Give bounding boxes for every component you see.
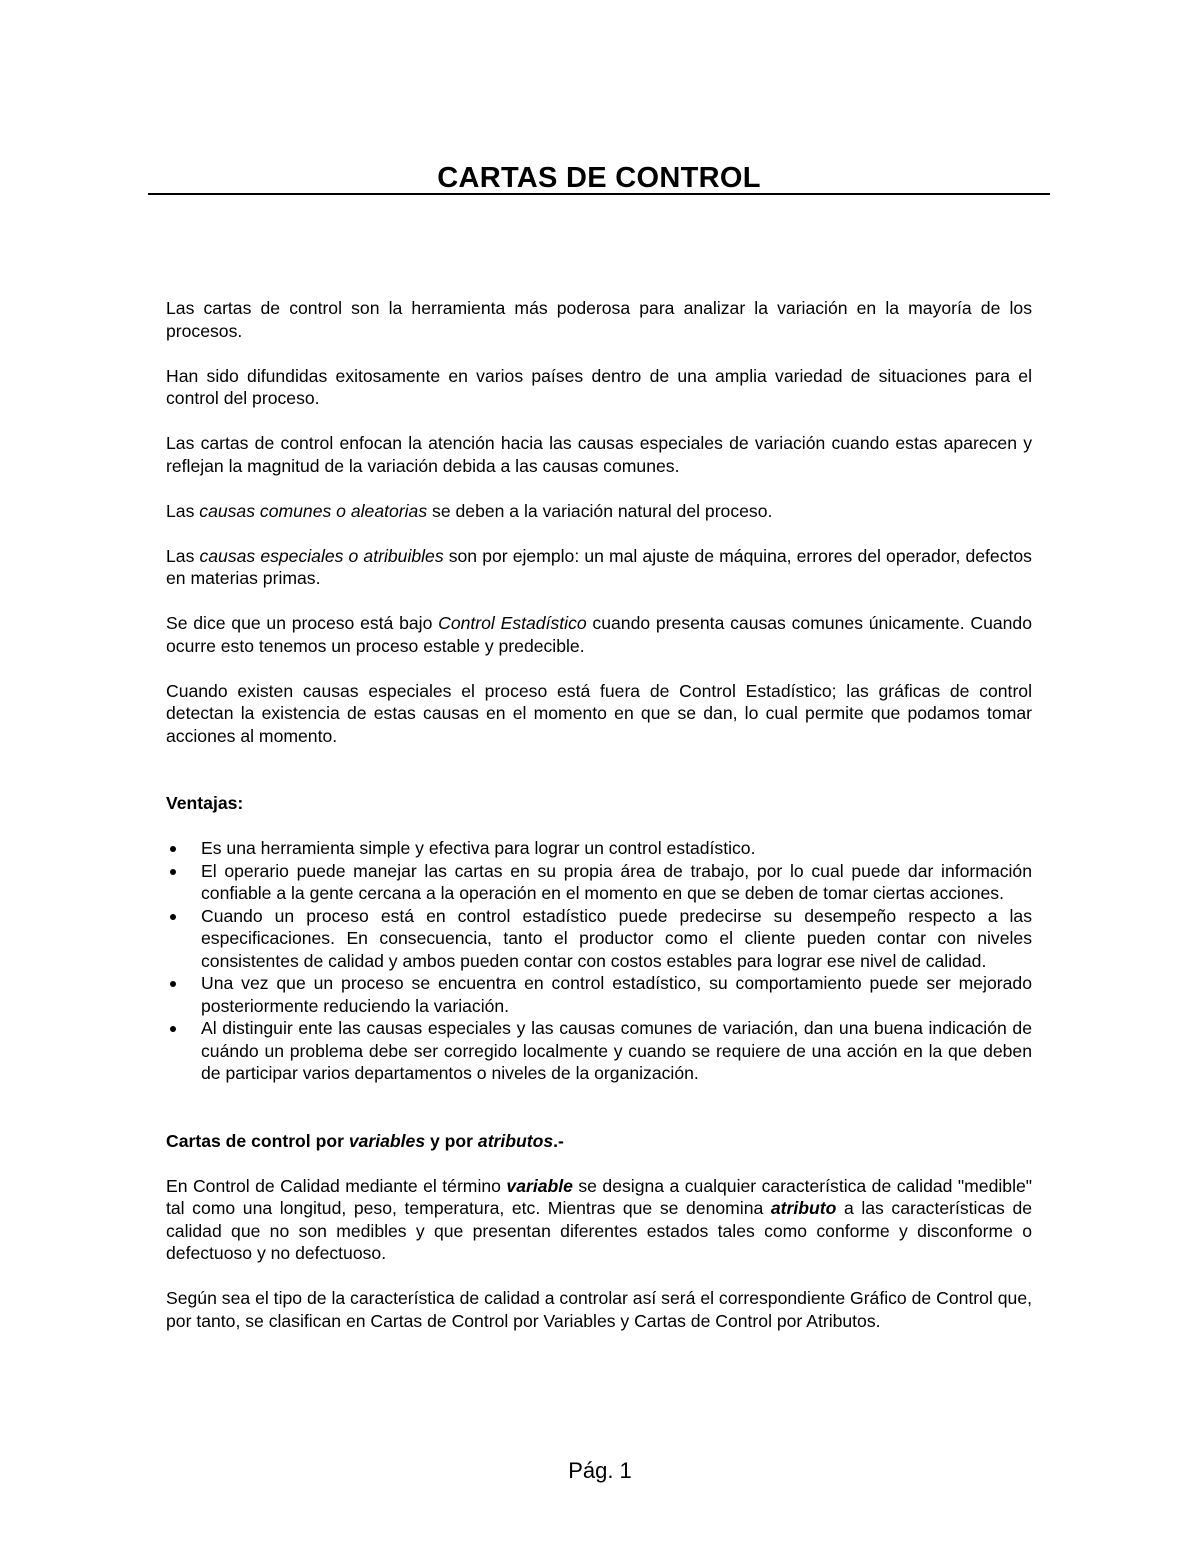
list-item <box>166 860 1032 905</box>
list-item <box>166 972 1032 1017</box>
title-underline <box>148 193 1050 195</box>
italic-term: causas comunes o aleatorias <box>199 500 428 521</box>
list-item <box>166 905 1032 973</box>
page-number: Pág. 1 <box>568 1458 632 1483</box>
paragraph-variable-atributo <box>166 1175 1032 1265</box>
text-run: se designa a cualquier característica de calidad "medible" tal como una longitud, peso, temperatura, etc. Mientras que se denomina <box>166 1175 1033 1218</box>
bullet-icon <box>170 869 176 875</box>
paragraph-control-estadistico <box>166 612 1032 657</box>
text-run: a las características de calidad que no son medibles y que presentan diferentes estados tales como conforme y disconforme o defectuoso y no defectuoso. <box>166 1198 1033 1263</box>
italic-term: Control Estadístico <box>438 613 587 633</box>
list-item-text: Cuando un proceso está en control estadístico puede predecirse su desempeño respecto a las especificaciones. En consecuencia, tanto el productor como el cliente pueden contar con niveles consistentes de calidad y ambos pueden contar con costos estables para lograr ese nivel de calidad. <box>201 905 1032 971</box>
list-item-text: Una vez que un proceso se encuentra en control estadístico, su comportamiento puede ser mejorado posteriormente reduciendo la variación. <box>201 973 1032 1016</box>
italic-term: atributos <box>477 1130 554 1151</box>
heading-variables-atributos <box>166 1130 1032 1153</box>
bold-italic-term: variable <box>506 1175 573 1196</box>
paragraph-intro: Las cartas de control son la herramienta más poderosa para analizar la variación en la mayoría de los procesos. <box>166 298 1032 341</box>
text-run: Cartas de control por <box>166 1130 349 1151</box>
paragraph-causas-especiales <box>166 545 1032 590</box>
spacer <box>166 770 1032 793</box>
bold-italic-term: atributo <box>770 1198 837 1218</box>
bullet-icon <box>170 981 176 987</box>
text-run: son por ejemplo: un mal ajuste de máquina, errores del operador, defectos en materias primas. <box>166 545 1032 588</box>
list-item-text: El operario puede manejar las cartas en su propia área de trabajo, por lo cual puede dar información confiable a la gente cercana a la operación en el momento en que se deben de tomar ciertas acciones. <box>201 860 1032 903</box>
document-body <box>166 297 1032 1332</box>
list-item <box>166 1017 1032 1085</box>
text-run: .- <box>553 1130 564 1151</box>
italic-term: causas especiales o atribuibles <box>199 545 444 566</box>
ventajas-list <box>166 837 1032 1085</box>
text-run: Las <box>166 500 200 521</box>
bullet-icon <box>170 1026 176 1032</box>
paragraph-clasificacion: Según sea el tipo de la característica de calidad a controlar así será el correspondiente Gráfico de Control que, por tanto, se clasifican en Cartas de Control por Variables y Cartas de Control por Atributos. <box>166 1288 1032 1331</box>
list-item-text: Es una herramienta simple y efectiva para lograr un control estadístico. <box>201 838 756 858</box>
text-run: se deben a la variación natural del proceso. <box>427 500 773 521</box>
bullet-icon <box>170 914 176 920</box>
text-run: y por <box>425 1130 478 1151</box>
paragraph-enfoque: Las cartas de control enfocan la atención hacia las causas especiales de variación cuando estas aparecen y reflejan la magnitud de la variación debida a las causas comunes. <box>166 433 1032 476</box>
text-run: cuando presenta causas comunes únicamente. Cuando ocurre esto tenemos un proceso estable y predecible. <box>166 613 1032 656</box>
paragraph-causas-comunes <box>166 500 1032 523</box>
text-run: Se dice que un proceso está bajo <box>166 613 439 633</box>
list-item-text: Al distinguir ente las causas especiales y las causas comunes de variación, dan una buena indicación de cuándo un problema debe ser corregido localmente y cuando se requiere de una acción en la que deben de participar varios departamentos o niveles de la organización. <box>201 1018 1032 1083</box>
text-run: Las <box>166 545 200 566</box>
list-item <box>166 837 1032 860</box>
heading-ventajas: Ventajas: <box>166 793 244 813</box>
document-title: CARTAS DE CONTROL <box>437 162 761 194</box>
paragraph-difusion: Han sido difundidas exitosamente en varios países dentro de una amplia variedad de situaciones para el control del proceso. <box>166 365 1032 408</box>
text-run: En Control de Calidad mediante el término <box>166 1175 507 1196</box>
bullet-icon <box>170 846 176 852</box>
spacer <box>166 1107 1032 1130</box>
paragraph-fuera-de-control: Cuando existen causas especiales el proceso está fuera de Control Estadístico; las gráficas de control detectan la existencia de estas causas en el momento en que se dan, lo cual permite que podamos tomar acciones al momento. <box>166 680 1032 746</box>
italic-term: variables <box>348 1130 426 1151</box>
